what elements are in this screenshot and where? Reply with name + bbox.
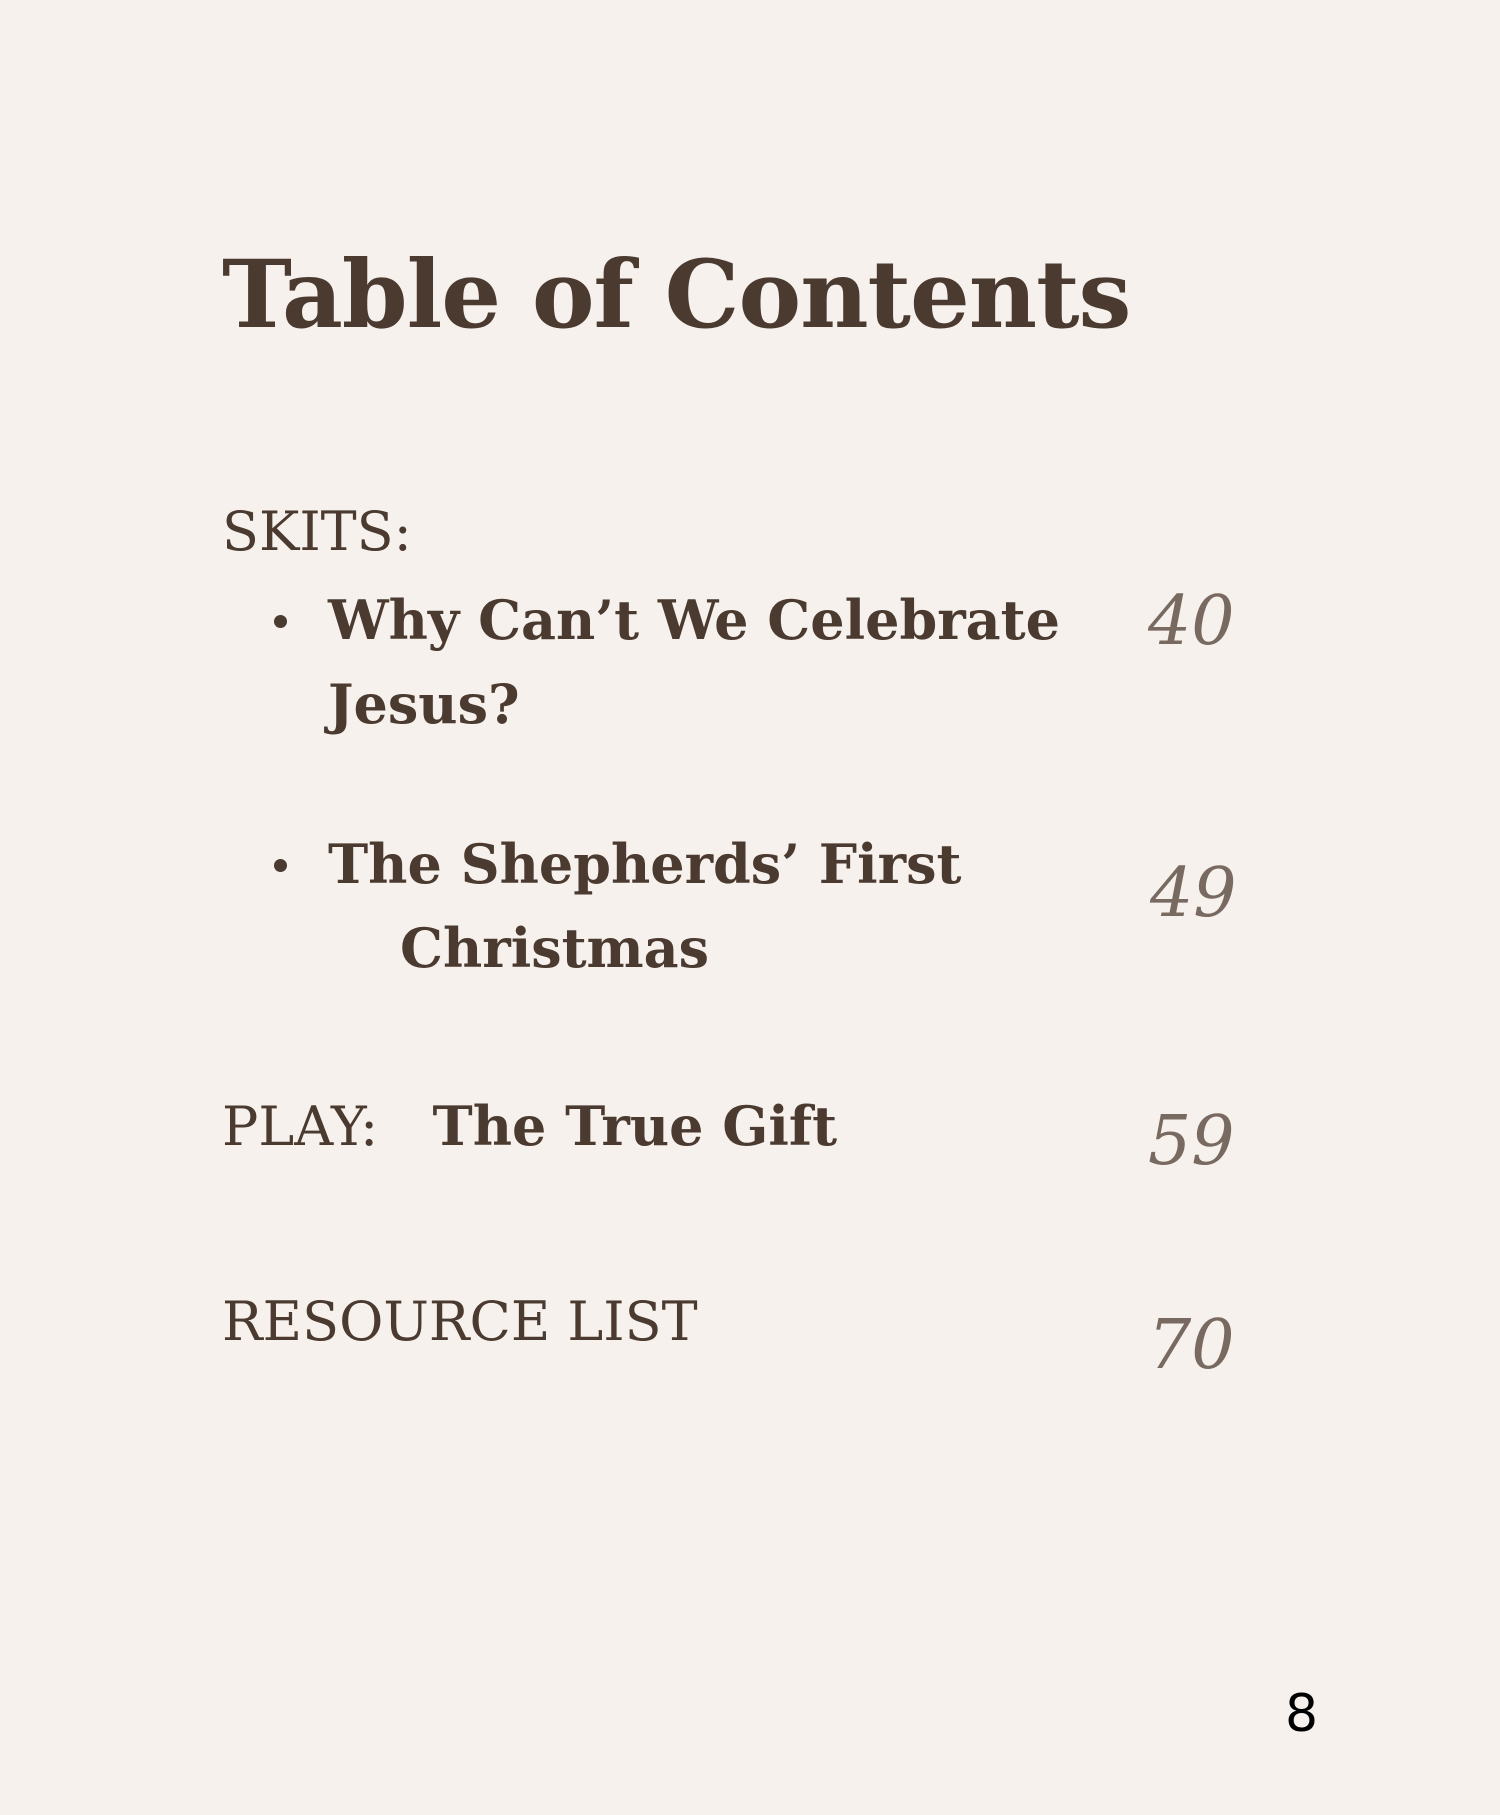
skits-heading: SKITS:: [222, 500, 412, 563]
play-entry: [222, 1094, 838, 1158]
resource-list-heading: RESOURCE LIST: [222, 1290, 698, 1353]
play-prefix: PLAY:: [222, 1095, 379, 1158]
entry-2-line1: The Shepherds’ First: [328, 832, 962, 896]
entry-2-line2: Christmas: [400, 916, 710, 980]
page-number: 8: [1285, 1684, 1319, 1744]
resource-list-page: 70: [1148, 1306, 1235, 1385]
entry-1-page: 40: [1148, 582, 1235, 661]
bullet-icon: [274, 615, 287, 628]
page-title: Table of Contents: [222, 240, 1131, 350]
play-title: The True Gift: [432, 1094, 838, 1158]
entry-1-line1: Why Can’t We Celebrate: [328, 588, 1060, 652]
entry-1-line2: Jesus?: [328, 672, 520, 736]
entry-2-page: 49: [1150, 854, 1237, 933]
bullet-icon: [274, 859, 287, 872]
play-page: 59: [1148, 1102, 1235, 1181]
